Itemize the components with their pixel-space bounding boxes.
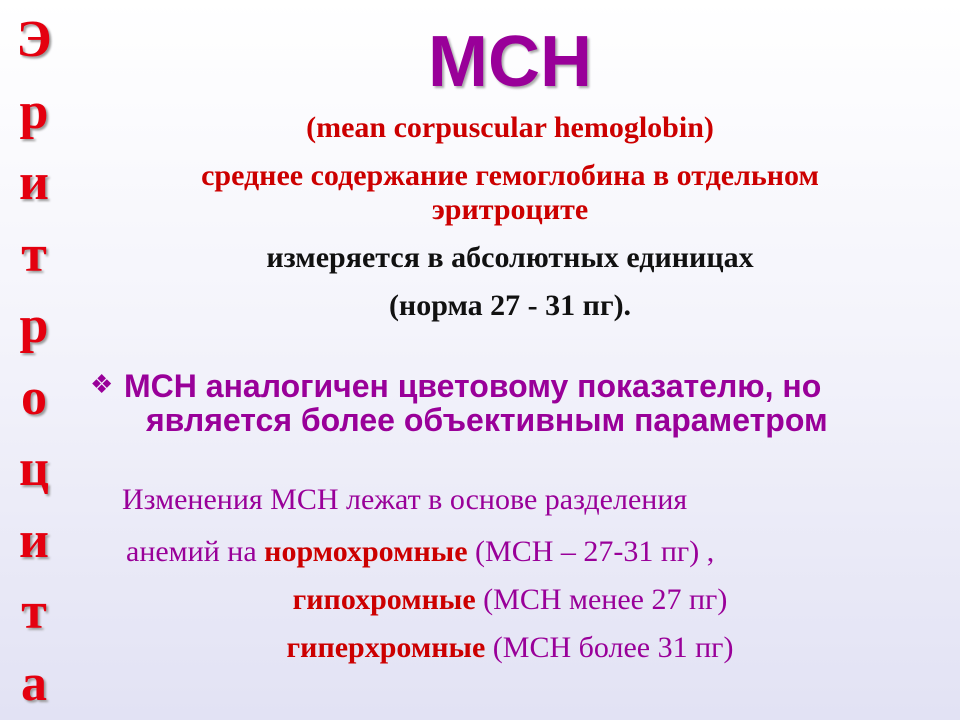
side-letter: т <box>21 225 47 283</box>
hyperchromic-term: гиперхромные <box>286 631 486 664</box>
side-letter: и <box>19 511 49 569</box>
definition-line-1: среднее содержание гемоглобина в отдельном <box>201 159 819 192</box>
side-letter: и <box>19 154 49 212</box>
slide-content <box>70 0 950 720</box>
side-letter: р <box>19 82 49 140</box>
measurement-units-text: измеряется в абсолютных единицах <box>266 241 754 274</box>
slide-title: MCH <box>428 22 592 102</box>
norm-range-text: (норма 27 - 31 пг). <box>388 289 632 322</box>
side-letter: ц <box>19 440 49 498</box>
side-letter: а <box>21 654 47 712</box>
changes-line-4 <box>70 630 950 666</box>
side-letter: о <box>21 368 47 426</box>
english-term: (mean corpuscular hemoglobin) <box>306 111 714 144</box>
normochromic-term: нормохромные <box>264 535 468 568</box>
changes-line-2-suffix: (MCH – 27-31 пг) , <box>467 535 715 568</box>
definition-line-2: эритроците <box>431 193 589 226</box>
bullet-line-1: MCH аналогичен цветовому показателю, но <box>124 368 822 404</box>
side-letter: Э <box>16 11 52 68</box>
diamond-bullet-icon: ❖ <box>90 370 114 399</box>
side-vertical-word <box>6 0 62 720</box>
changes-line-1: Изменения MCH лежат в основе разделения <box>122 483 688 516</box>
changes-line-3 <box>70 582 950 618</box>
changes-line-4-suffix: (MCH более 31 пг) <box>485 631 734 664</box>
hypochromic-term: гипохромные <box>292 583 476 616</box>
side-letter: т <box>21 583 47 641</box>
changes-line-2-prefix: анемий на <box>126 535 265 568</box>
changes-line-2 <box>126 534 714 570</box>
side-letter: р <box>19 297 49 355</box>
bullet-line-2: является более объективным параметром <box>146 402 828 438</box>
changes-line-3-suffix: (MCH менее 27 пг) <box>475 583 728 616</box>
